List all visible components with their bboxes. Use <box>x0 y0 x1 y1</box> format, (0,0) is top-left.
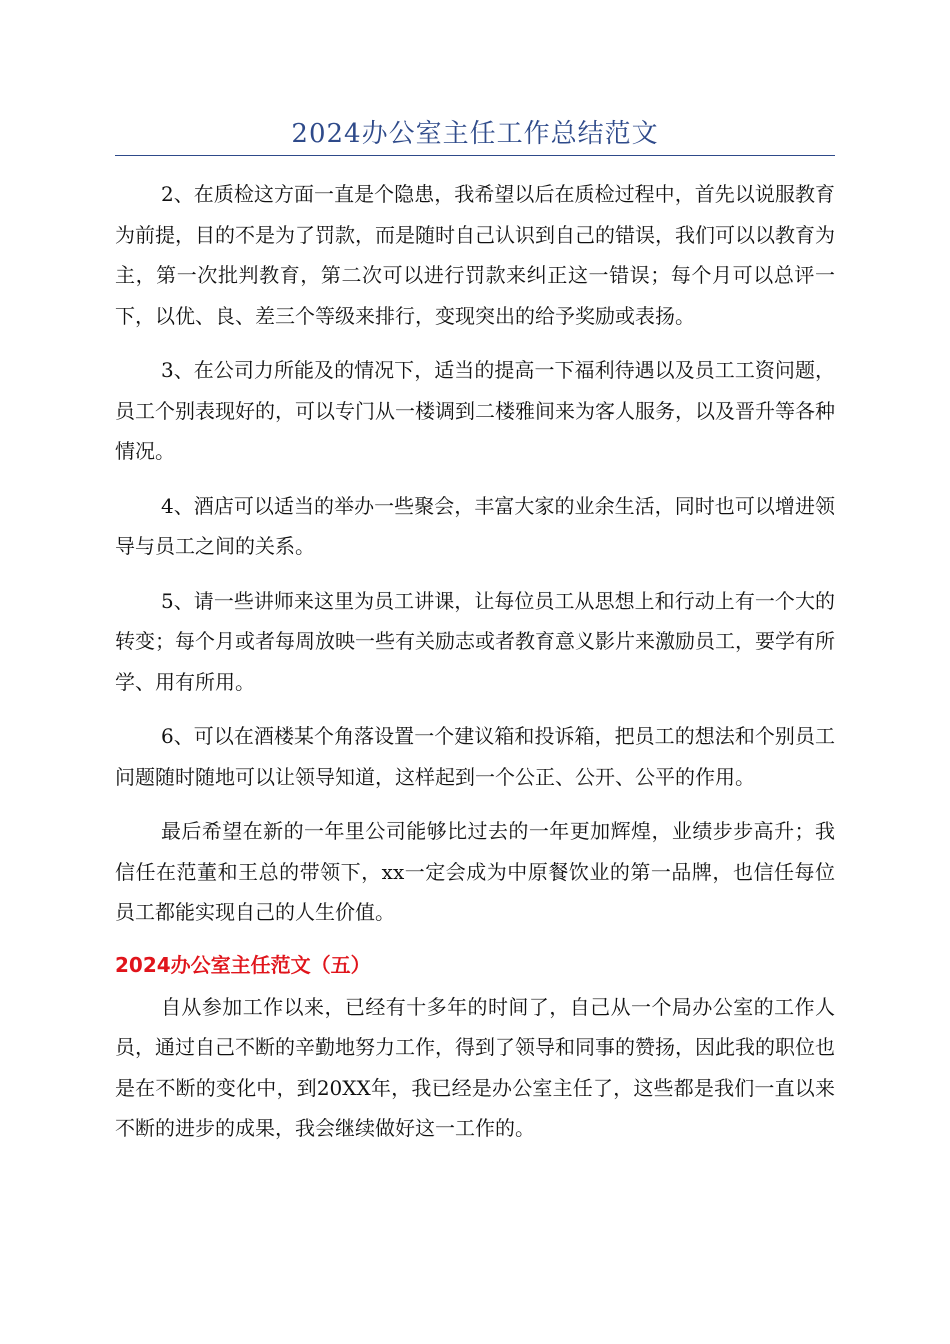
paragraph-item-6: 6、可以在酒楼某个角落设置一个建议箱和投诉箱，把员工的想法和个别员工问题随时随地可以让领导知道，这样起到一个公正、公开、公平的作用。 <box>115 724 835 789</box>
paragraph-item-2: 2、在质检这方面一直是个隐患，我希望以后在质检过程中，首先以说服教育为前提，目的不是为了罚款，而是随时自己认识到自己的错误，我们可以以教育为主，第一次批判教育，第二次可以进行罚款来纠正这一错误；每个月可以总评一下，以优、良、差三个等级来排行，变现突出的给予奖励或表扬。 <box>115 182 835 328</box>
paragraph-section-intro: 自从参加工作以来，已经有十多年的时间了，自己从一个局办公室的工作人员，通过自己不断的辛勤地努力工作，得到了领导和同事的赞扬，因此我的职位也是在不断的变化中，到20XX年，我已经是办公室主任了，这些都是我们一直以来不断的进步的成果，我会继续做好这一工作的。 <box>115 994 835 1140</box>
paragraph-item-4: 4、酒店可以适当的举办一些聚会，丰富大家的业余生活，同时也可以增进领导与员工之间的关系。 <box>115 493 835 558</box>
section-heading: 2024办公室主任范文（五） <box>115 952 371 977</box>
paragraph-closing: 最后希望在新的一年里公司能够比过去的一年更加辉煌，业绩步步高升；我信任在范董和王总的带领下，xx一定会成为中原餐饮业的第一品牌，也信任每位员工都能实现自己的人生价值。 <box>115 819 835 924</box>
paragraph-item-3: 3、在公司力所能及的情况下，适当的提高一下福利待遇以及员工工资问题，员工个别表现好的，可以专门从一楼调到二楼雅间来为客人服务，以及晋升等各种情况。 <box>115 358 835 463</box>
document-body <box>115 174 835 1163</box>
title-underline <box>115 155 835 156</box>
paragraph-item-5: 5、请一些讲师来这里为员工讲课，让每位员工从思想上和行动上有一个大的转变；每个月或者每周放映一些有关励志或者教育意义影片来激励员工，要学有所学、用有所用。 <box>115 588 835 694</box>
document-title: 2024办公室主任工作总结范文 <box>291 119 659 149</box>
